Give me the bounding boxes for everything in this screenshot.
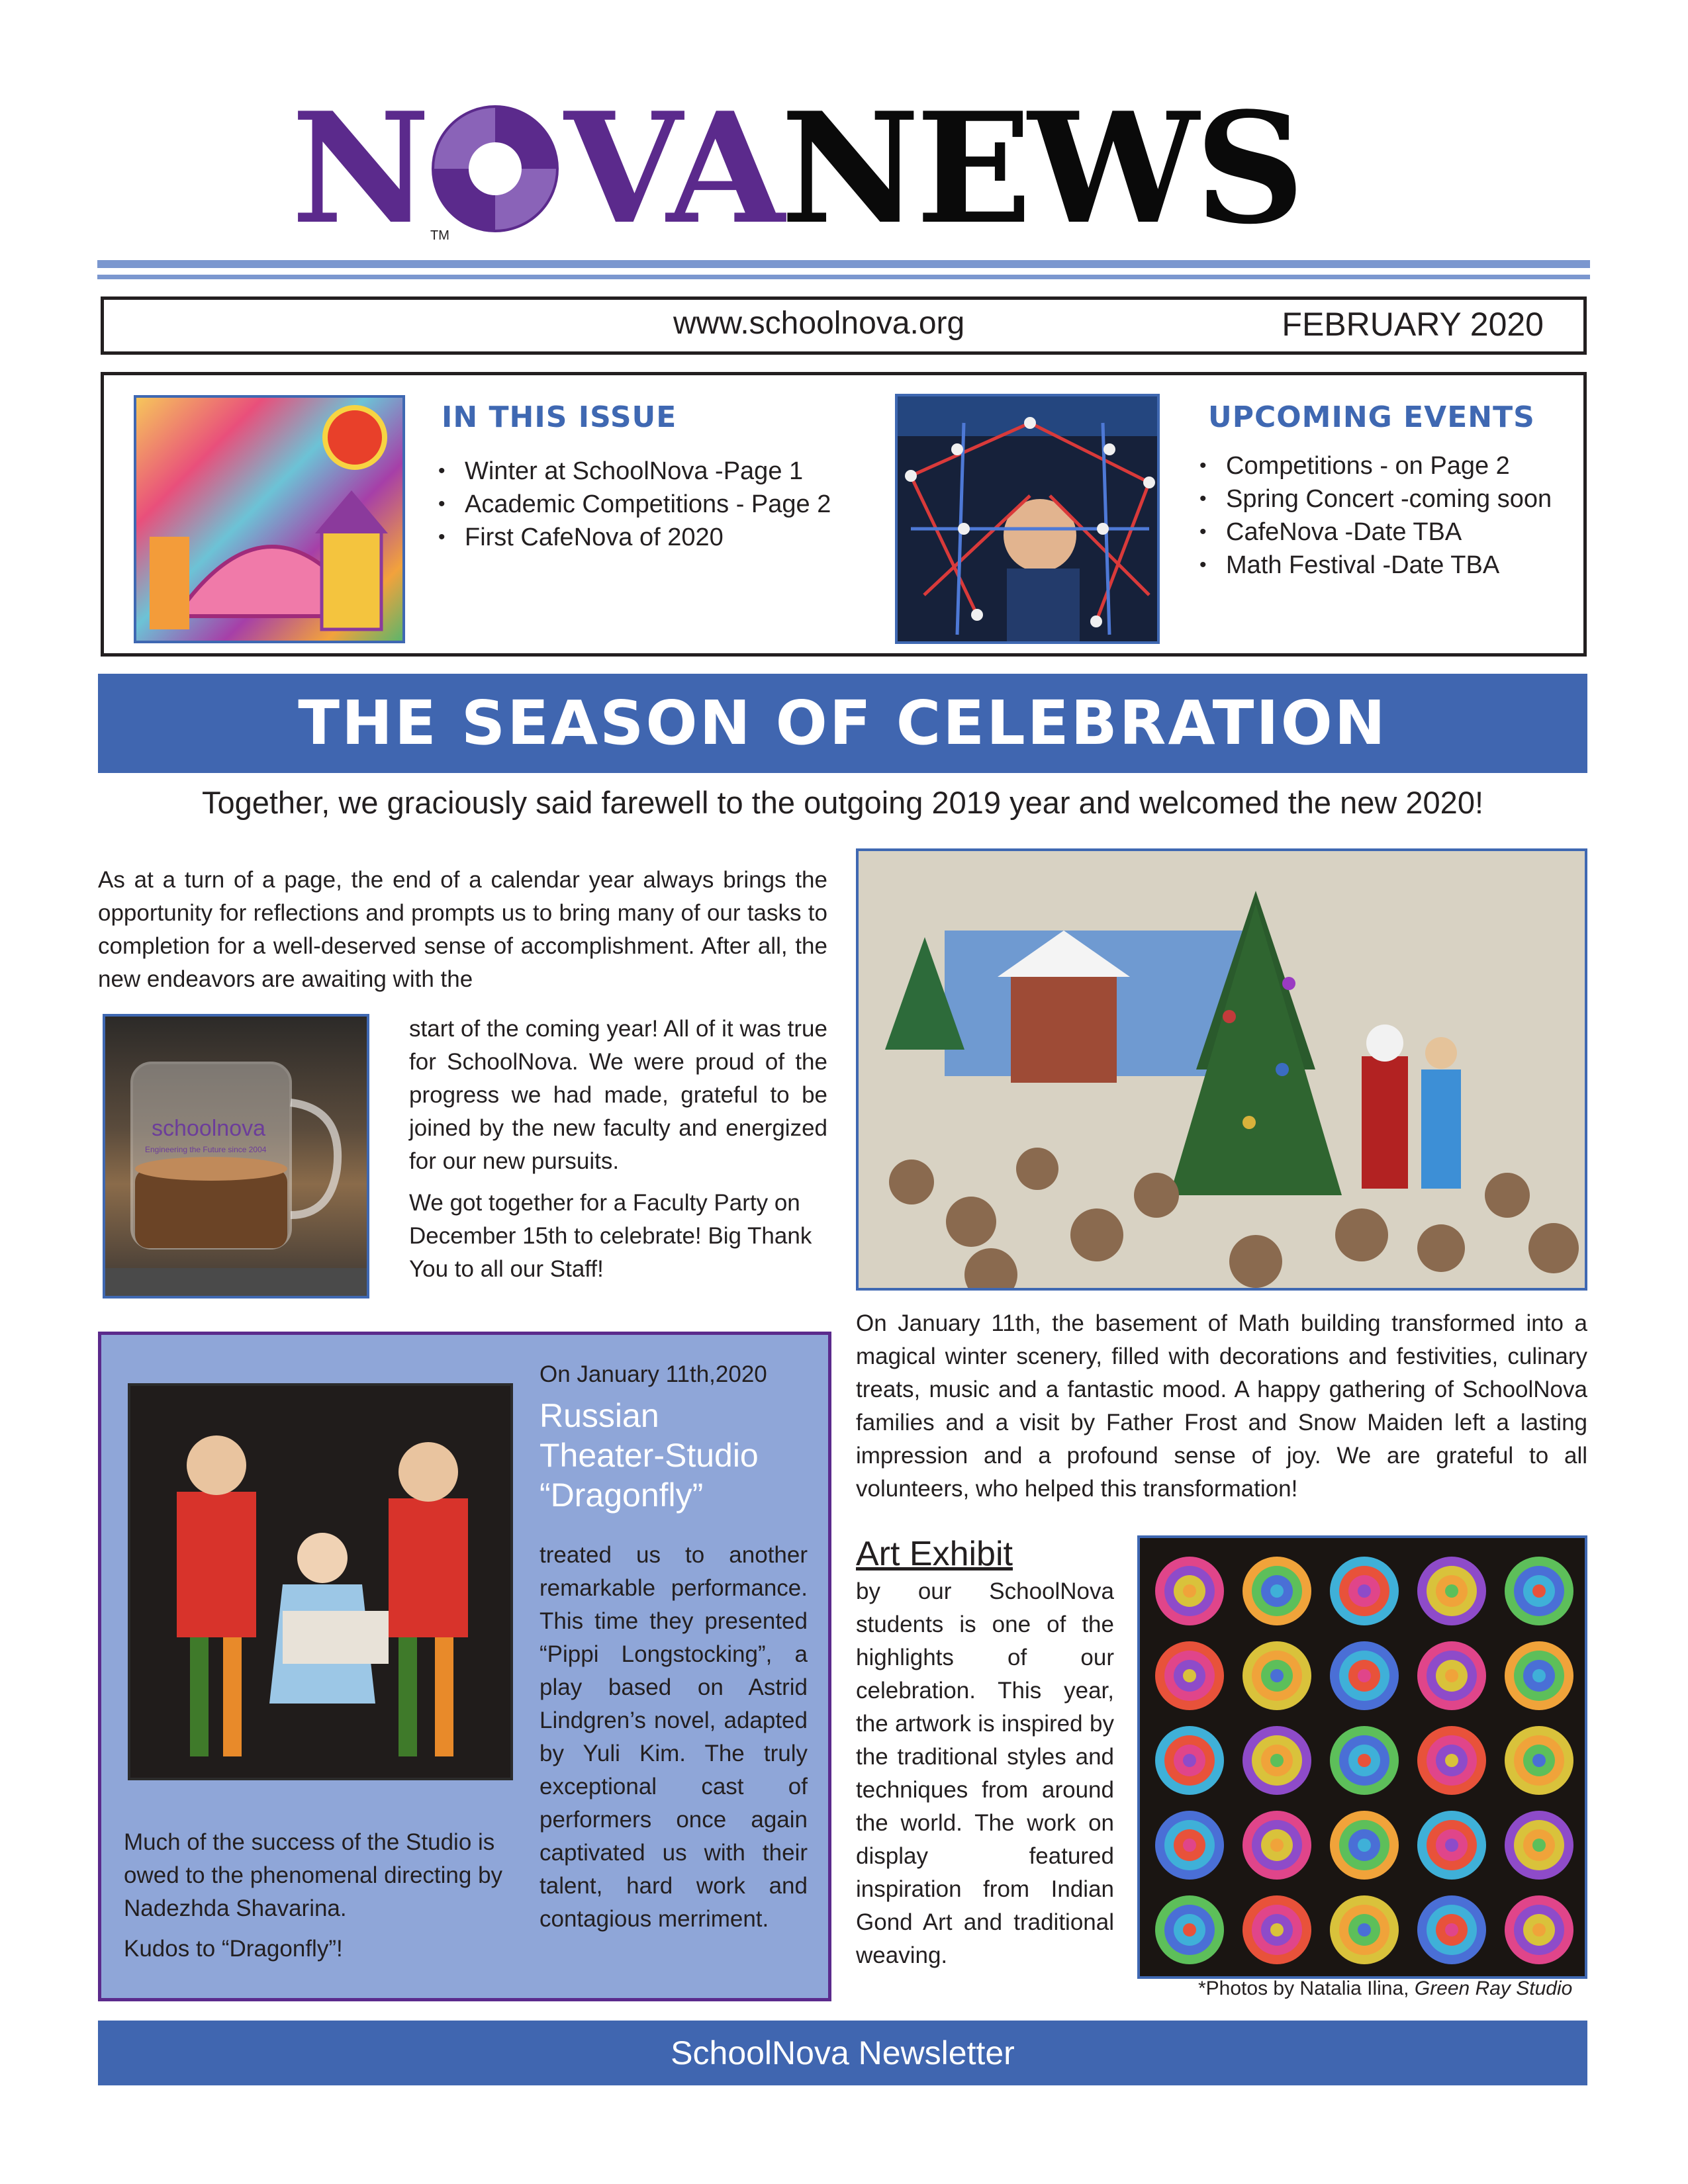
list-item[interactable]: • Competitions - on Page 2 <box>1199 449 1552 482</box>
weaving-medallion <box>1330 1726 1399 1795</box>
contents-box <box>101 372 1587 657</box>
dragonfly-title <box>539 1396 759 1515</box>
intro-paragraph: As at a turn of a page, the end of a calendar year always brings the opportunity for reflections and prompts us to bring many of our tasks to completion for a well-deserved sense of accomplishment. After all, the new endeavors are awaiting with the <box>98 867 827 992</box>
schoolnova-mug-photo <box>103 1014 369 1298</box>
in-this-issue-list <box>438 455 831 554</box>
swirl-icon <box>429 103 561 235</box>
weaving-medallion <box>1417 1811 1486 1880</box>
kids-artwork-photo <box>134 395 405 643</box>
weaving-medallion <box>1505 1811 1573 1880</box>
upcoming-events-list <box>1199 449 1552 582</box>
logo-nova-va: VA <box>564 79 781 258</box>
molecular-model-illustration <box>898 396 1160 644</box>
list-item[interactable]: • Math Festival -Date TBA <box>1199 549 1552 582</box>
weaving-medallion <box>1155 1641 1224 1710</box>
dragonfly-title-line: Theater-Studio <box>539 1437 759 1474</box>
weaving-medallion <box>1505 1557 1573 1625</box>
faculty-party-text: We got together for a Faculty Party on December 15th to celebrate! Big Thank You to all our Staff! <box>409 1190 812 1282</box>
date-bar <box>101 296 1587 355</box>
weaving-medallion <box>1505 1726 1573 1795</box>
photo-credit-prefix: *Photos by Natalia Ilina, <box>1198 1978 1415 1999</box>
weaving-medallion <box>1155 1895 1224 1964</box>
weavings-illustration <box>1140 1538 1587 1979</box>
dragonfly-success: Much of the success of the Studio is owed to the phenomenal directing by Nadezhda Shavarina. <box>124 1829 503 1921</box>
mug-illustration <box>105 1017 369 1298</box>
weaving-medallion <box>1243 1895 1311 1964</box>
list-item[interactable]: • Winter at SchoolNova -Page 1 <box>438 455 831 488</box>
pippi-longstocking-photo <box>128 1383 513 1780</box>
article-banner: THE SEASON OF CELEBRATION <box>98 674 1587 773</box>
dragonfly-body: treated us to another remarkable performance. This time they presented “Pippi Longstocking”, a play based on Astrid Lindgren’s novel, adapted by Yuli Kim. The truly exceptional cast of performers once again captivated us with their talent, hard work and contagious merriment. <box>539 1542 808 1932</box>
mug-brand: schoolnova <box>152 1116 266 1141</box>
list-item[interactable]: • CafeNova -Date TBA <box>1199 516 1552 549</box>
in-this-issue-heading: IN THIS ISSUE <box>442 400 677 434</box>
intro-continued: start of the coming year! All of it was true for SchoolNova. We were proud of the progress we had made, grateful to be joined by the new faculty and energized for our new pursuits. <box>409 1016 827 1174</box>
weaving-medallion <box>1505 1641 1573 1710</box>
weaving-medallion <box>1155 1811 1224 1880</box>
mug-tagline: Engineering the Future since 2004 <box>145 1145 267 1154</box>
weaving-medallion <box>1330 1895 1399 1964</box>
weaving-medallion <box>1417 1726 1486 1795</box>
winter-party-illustration <box>859 851 1587 1291</box>
weaving-medallion <box>1155 1557 1224 1625</box>
issue-date: FEBRUARY 2020 <box>1282 306 1544 343</box>
dragonfly-date: On January 11th,2020 <box>539 1361 767 1387</box>
weaving-medallion <box>1243 1557 1311 1625</box>
newsletter-footer: SchoolNova Newsletter <box>98 2021 1587 2085</box>
weaving-medallion <box>1243 1641 1311 1710</box>
weaving-medallion <box>1330 1557 1399 1625</box>
dragonfly-title-line: Russian <box>539 1397 659 1434</box>
divider-top <box>97 260 1590 268</box>
weaving-medallion <box>1243 1811 1311 1880</box>
dragonfly-title-line: “Dragonfly” <box>539 1477 704 1514</box>
weaving-medallion <box>1417 1557 1486 1625</box>
trademark: TM <box>430 228 449 243</box>
list-item[interactable]: • Academic Competitions - Page 2 <box>438 488 831 521</box>
divider-top-thin <box>97 275 1590 279</box>
weaving-medallion <box>1417 1895 1486 1964</box>
weaving-medallion <box>1330 1641 1399 1710</box>
weaving-medallion <box>1330 1811 1399 1880</box>
list-item[interactable]: • First CafeNova of 2020 <box>438 521 831 554</box>
weaving-medallion <box>1155 1726 1224 1795</box>
article-subheading: Together, we graciously said farewell to the outgoing 2019 year and welcomed the new 2020! <box>201 785 1484 820</box>
weaving-medallion <box>1243 1726 1311 1795</box>
dragonfly-box <box>98 1332 831 2001</box>
list-item[interactable]: • Spring Concert -coming soon <box>1199 482 1552 516</box>
logo-news: NEWS <box>780 79 1301 258</box>
logo-nova-n: N <box>291 79 427 258</box>
art-exhibit-body: by our SchoolNova students is one of the highlights of our celebration. This year, the artwork is inspired by the traditional styles and techniques from around the world. The work on display featured inspiration from Indian Gond Art and traditional weaving. <box>856 1578 1114 1968</box>
photo-credit-studio: Green Ray Studio <box>1414 1978 1573 1999</box>
winter-celebration-photo <box>856 848 1587 1291</box>
theater-actors-illustration <box>130 1386 513 1780</box>
photo-credit <box>1198 1978 1572 2000</box>
weaving-art-photo <box>1137 1535 1587 1979</box>
geometry-model-photo <box>895 394 1160 644</box>
weaving-medallion <box>1505 1895 1573 1964</box>
upcoming-events-heading: UPCOMING EVENTS <box>1208 400 1535 434</box>
website-url[interactable]: www.schoolnova.org <box>673 306 965 341</box>
masthead-logo <box>291 79 1417 258</box>
art-exhibit-heading: Art Exhibit <box>856 1535 1013 1573</box>
winter-paragraph: On January 11th, the basement of Math building transformed into a magical winter scenery, filled with decorations and festivities, culinary treats, music and a fantastic mood. A happy gathering of SchoolNova families and a visit by Father Frost and Snow Maiden left a lasting impression and a profound sense of joy. We are grateful to all volunteers, who helped this transformation! <box>856 1310 1587 1502</box>
weaving-medallion <box>1417 1641 1486 1710</box>
artwork-illustration <box>136 398 405 643</box>
dragonfly-kudos: Kudos to “Dragonfly”! <box>124 1936 343 1962</box>
